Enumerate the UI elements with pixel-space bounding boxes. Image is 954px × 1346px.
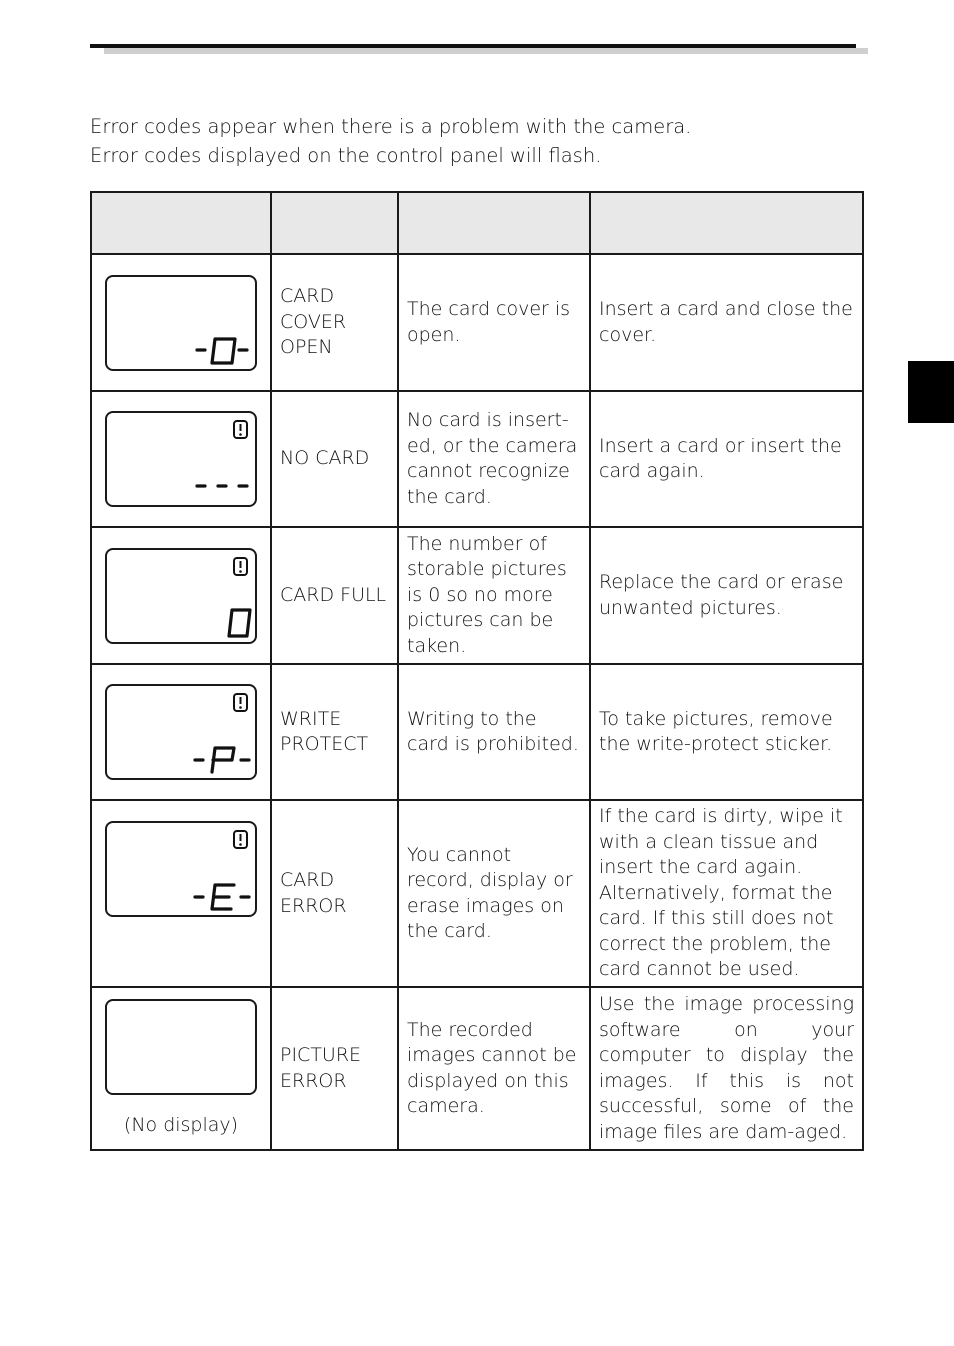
error-cause: You cannot record, display or erase images on the card. xyxy=(398,800,590,987)
lcd-readout xyxy=(107,686,255,778)
intro-line-1: Error codes appear when there is a problem with the camera. xyxy=(90,115,692,138)
error-code: CARD COVER OPEN xyxy=(271,254,398,391)
display-cell xyxy=(91,254,271,391)
error-code: NO CARD xyxy=(271,391,398,527)
chapter-tab xyxy=(908,361,954,423)
error-remedy: If the card is dirty, wipe it with a clean tissue and insert the card again. Alternatively, format the card. If this still does not correct the problem, the card cannot be used. xyxy=(590,800,863,987)
display-cell xyxy=(91,664,271,800)
header-display xyxy=(91,192,271,254)
error-remedy: Insert a card or insert the card again. xyxy=(590,391,863,527)
header-rule-shadow xyxy=(104,48,868,54)
lcd-readout xyxy=(107,550,255,642)
control-panel-display xyxy=(105,821,257,917)
control-panel-display xyxy=(105,275,257,371)
table-header-row xyxy=(91,192,863,254)
display-cell xyxy=(91,527,271,664)
error-remedy: To take pictures, remove the write-protect sticker. xyxy=(590,664,863,800)
header-remedy xyxy=(590,192,863,254)
error-cause: The card cover is open. xyxy=(398,254,590,391)
control-panel-display xyxy=(105,548,257,644)
intro-text xyxy=(90,112,691,170)
error-code: PICTURE ERROR xyxy=(271,987,398,1150)
lcd-readout xyxy=(107,823,255,915)
error-code: CARD FULL xyxy=(271,527,398,664)
intro-line-2: Error codes displayed on the control panel will flash. xyxy=(90,144,602,167)
error-code-table xyxy=(90,191,864,1151)
error-code: CARD ERROR xyxy=(271,800,398,987)
header-code xyxy=(271,192,398,254)
error-code: WRITE PROTECT xyxy=(271,664,398,800)
error-cause: The recorded images cannot be displayed on this camera. xyxy=(398,987,590,1150)
error-cause: Writing to the card is prohibited. xyxy=(398,664,590,800)
no-display-note: (No display) xyxy=(123,1113,239,1136)
error-remedy: Insert a card and close the cover. xyxy=(590,254,863,391)
table-row xyxy=(91,800,863,987)
table-row xyxy=(91,527,863,664)
table-row xyxy=(91,391,863,527)
lcd-readout xyxy=(107,277,255,369)
display-cell xyxy=(91,800,271,987)
error-remedy: Replace the card or erase unwanted pictures. xyxy=(590,527,863,664)
display-cell xyxy=(91,391,271,527)
error-cause: No card is insert-ed, or the camera cannot recognize the card. xyxy=(398,391,590,527)
control-panel-display xyxy=(105,411,257,507)
lcd-readout xyxy=(107,413,255,505)
table-row xyxy=(91,664,863,800)
error-cause: The number of storable pictures is 0 so no more pictures can be taken. xyxy=(398,527,590,664)
table-row xyxy=(91,254,863,391)
control-panel-display xyxy=(105,684,257,780)
table-row xyxy=(91,987,863,1150)
display-cell xyxy=(91,987,271,1150)
error-remedy: Use the image processing software on your computer to display the images. If this is not successful, some of the image files are dam-aged. xyxy=(590,987,863,1150)
header-cause xyxy=(398,192,590,254)
control-panel-display xyxy=(105,999,257,1095)
